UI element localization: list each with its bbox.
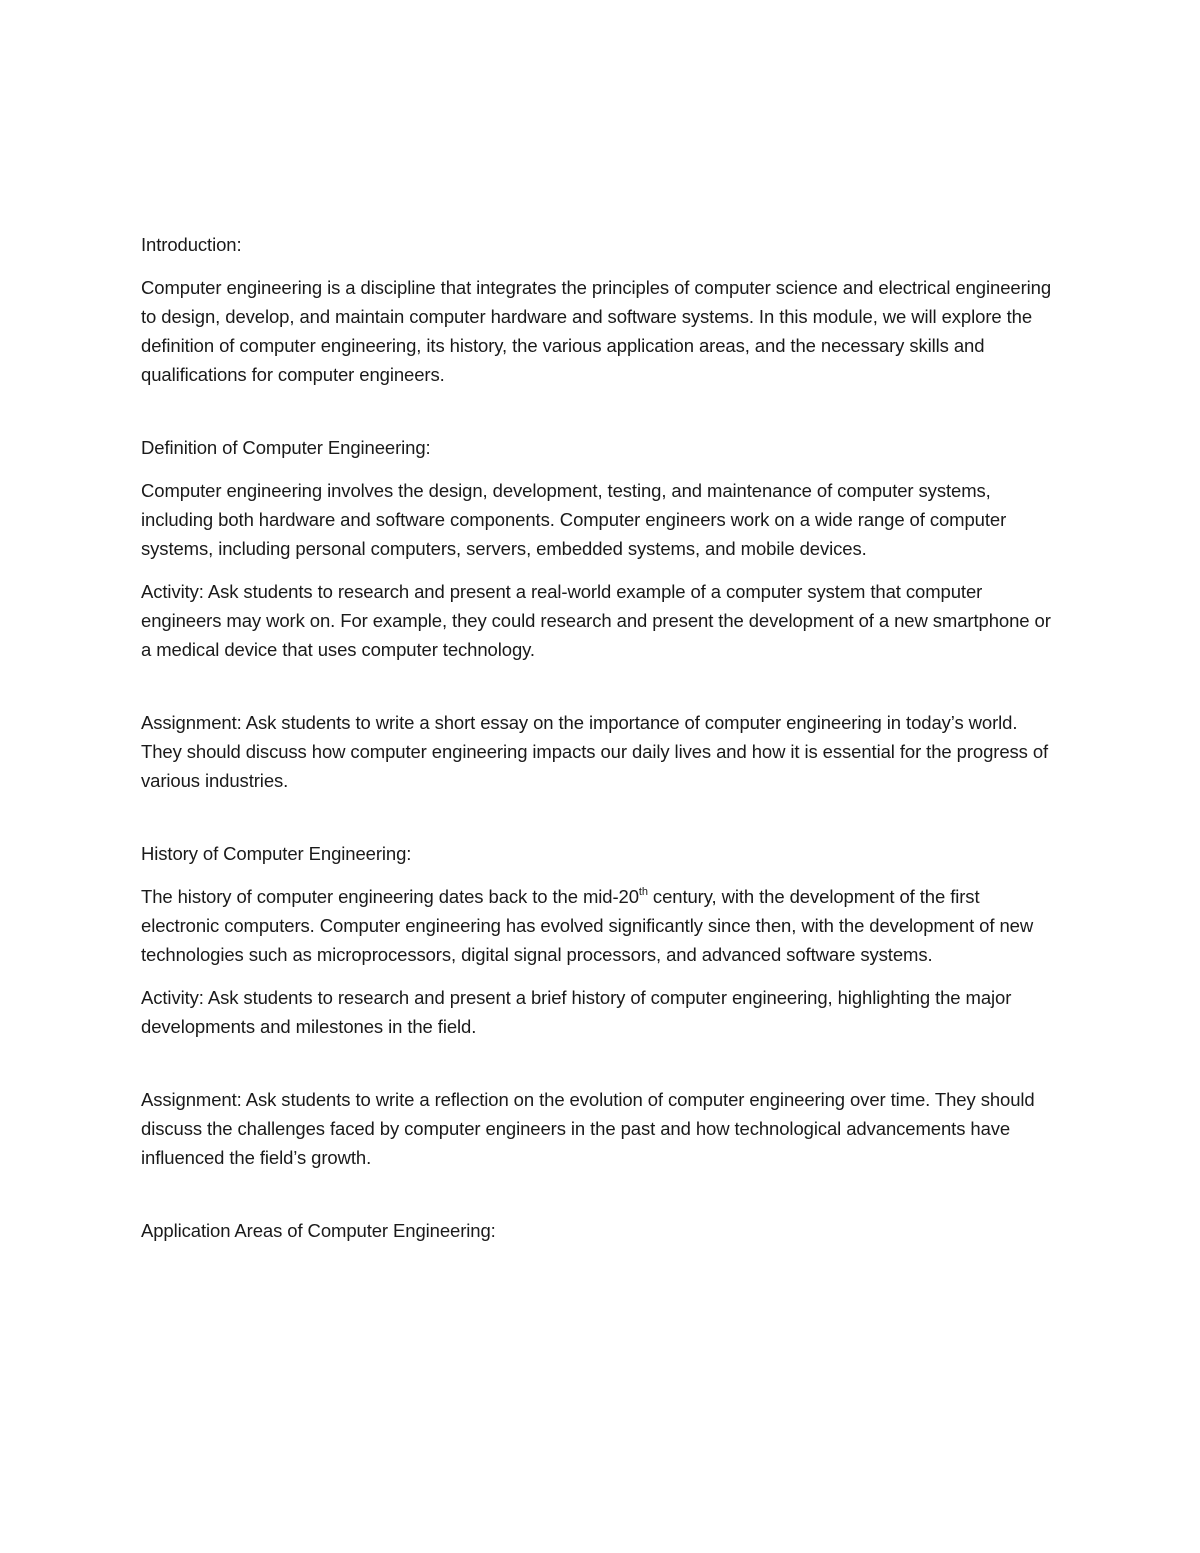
history-paragraph [141,882,1061,969]
definition-heading: Definition of Computer Engineering: [141,437,431,458]
definition-paragraph: Computer engineering involves the design, development, testing, and maintenance of computer systems, including both hardware and software components. Computer engineers work on a wide range of computer systems, including personal computers, servers, embedded systems, and mobile devices. [141,480,1007,559]
intro-paragraph: Computer engineering is a discipline that integrates the principles of computer science and electrical engineering to design, develop, and maintain computer hardware and software systems. In this module, we will explore the definition of computer engineering, its history, the various application areas, and the necessary skills and qualifications for computer engineers. [141,277,1052,385]
history-superscript: th [638,886,648,898]
history-activity: Activity: Ask students to research and present a brief history of computer engineering, highlighting the major developments and milestones in the field. [141,987,1012,1037]
history-text-end: century, with the development of the first electronic computers. Computer engineering has evolved significantly since then, with the development of new technologies such as microprocessors, digital signal processors, and advanced software systems. [141,886,1034,965]
applications-heading: Application Areas of Computer Engineering: [141,1220,496,1241]
definition-activity: Activity: Ask students to research and present a real-world example of a computer system that computer engineers may work on. For example, they could research and present the development of a new smartphone or a medical device that uses computer technology. [141,581,1051,660]
history-assignment: Assignment: Ask students to write a reflection on the evolution of computer engineering over time. They should discuss the challenges faced by computer engineers in the past and how technological advancements have influenced the field’s growth. [141,1089,1035,1168]
intro-heading: Introduction: [141,234,242,255]
definition-assignment: Assignment: Ask students to write a short essay on the importance of computer engineering in today’s world. They should discuss how computer engineering impacts our daily lives and how it is essential for the progress of various industries. [141,712,1049,791]
history-text-start: The history of computer engineering dates back to the mid-20 [141,886,639,907]
document-content [141,230,1061,1259]
history-heading: History of Computer Engineering: [141,843,412,864]
